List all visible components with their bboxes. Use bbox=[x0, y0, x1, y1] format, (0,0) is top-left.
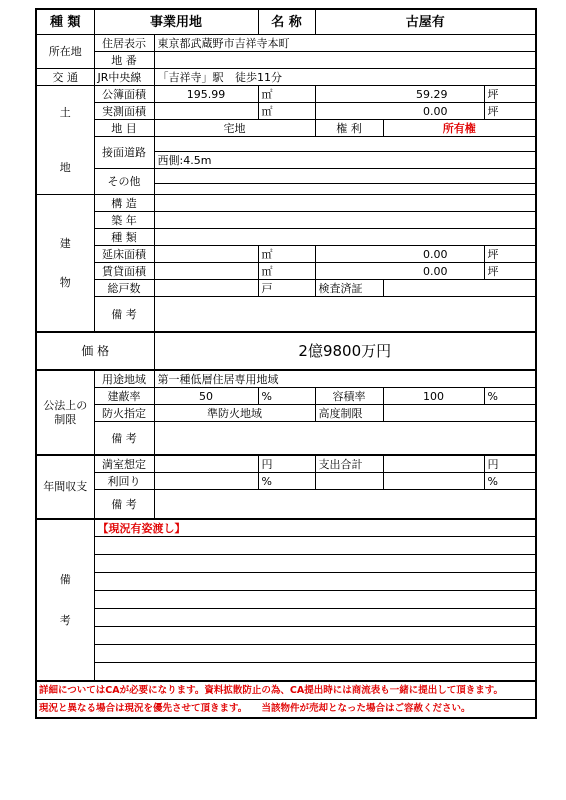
fire-label: 防火指定 bbox=[94, 405, 154, 422]
floor-area-tsubo-unit: 坪 bbox=[484, 246, 536, 263]
name-value: 古屋有 bbox=[315, 9, 536, 35]
building-row-units bbox=[36, 280, 536, 297]
regulations-section-label: 公法上の制限 bbox=[36, 370, 94, 455]
property-sheet bbox=[35, 8, 535, 784]
floor-area-sqm bbox=[154, 246, 258, 263]
transport-walk: 徒歩11分 bbox=[235, 70, 282, 84]
remarks-row-8 bbox=[36, 645, 536, 663]
land-category-value: 宅地 bbox=[154, 120, 315, 137]
floor-area-tsubo: 0.00 bbox=[315, 246, 484, 263]
structure-value bbox=[154, 195, 536, 212]
regulation-remarks-value bbox=[154, 422, 536, 456]
remarks-line bbox=[94, 573, 536, 591]
expense-label: 支出合計 bbox=[315, 455, 383, 473]
transport-station: 「吉祥寺」駅 bbox=[157, 70, 224, 84]
remarks-row-1 bbox=[36, 519, 536, 537]
income-row-full bbox=[36, 455, 536, 473]
sqm-unit: ㎡ bbox=[258, 86, 315, 103]
building-row-floor bbox=[36, 246, 536, 263]
note-line-2: 現況と異なる場合は現況を優先させて頂きます。 当該物件が売却となった場合はご容赦ください。 bbox=[36, 700, 536, 719]
other-value bbox=[154, 184, 536, 195]
measured-tsubo-unit: 坪 bbox=[484, 103, 536, 120]
inspection-value bbox=[383, 280, 536, 297]
kind-value bbox=[154, 229, 536, 246]
registered-area-label: 公簿面積 bbox=[94, 86, 154, 103]
full-occupancy-unit: 円 bbox=[258, 455, 315, 473]
other-label: その他 bbox=[94, 169, 154, 195]
remarks-line bbox=[94, 591, 536, 609]
notes-row-2 bbox=[36, 700, 536, 719]
regulation-row-remarks bbox=[36, 422, 536, 456]
remarks-line bbox=[94, 537, 536, 555]
lot-value bbox=[154, 52, 536, 69]
coverage-label: 建蔽率 bbox=[94, 388, 154, 405]
land-row-other-1 bbox=[36, 169, 536, 184]
height-label: 高度制限 bbox=[315, 405, 383, 422]
full-occupancy-value bbox=[154, 455, 258, 473]
regulation-row-coverage bbox=[36, 388, 536, 405]
remarks-row-7 bbox=[36, 627, 536, 645]
property-table bbox=[35, 8, 537, 719]
measured-area-sqm bbox=[154, 103, 258, 120]
measured-area-label: 実測面積 bbox=[94, 103, 154, 120]
remarks-row-5 bbox=[36, 591, 536, 609]
remarks-row-2 bbox=[36, 537, 536, 555]
floor-area-label: 延床面積 bbox=[94, 246, 154, 263]
yield-value bbox=[154, 473, 258, 490]
expense-value bbox=[383, 455, 484, 473]
regulation-remarks-label: 備 考 bbox=[94, 422, 154, 456]
land-section-label bbox=[36, 86, 94, 195]
far-label: 容積率 bbox=[315, 388, 383, 405]
note-line-1: 詳細についてはCAが必要になります。資料拡散防止の為、CA提出時には商流表も一緒に提出して頂きます。 bbox=[36, 681, 536, 700]
building-row-structure bbox=[36, 195, 536, 212]
rights-value: 所有権 bbox=[383, 120, 536, 137]
height-value bbox=[383, 405, 536, 422]
remarks-row-9 bbox=[36, 663, 536, 682]
remarks-line bbox=[94, 609, 536, 627]
building-label-top: 建 bbox=[59, 237, 71, 250]
structure-label: 構 造 bbox=[94, 195, 154, 212]
zoning-value: 第一種低層住居専用地域 bbox=[154, 370, 536, 388]
building-row-kind bbox=[36, 229, 536, 246]
residence-label: 住居表示 bbox=[94, 35, 154, 52]
remarks-label-bottom: 考 bbox=[59, 614, 71, 627]
building-remarks-value bbox=[154, 297, 536, 333]
price-value: 2億9800万円 bbox=[154, 332, 536, 370]
location-row-2 bbox=[36, 52, 536, 69]
name-label: 名 称 bbox=[258, 9, 315, 35]
road-blank bbox=[154, 137, 536, 152]
floor-area-unit: ㎡ bbox=[258, 246, 315, 263]
remarks-line bbox=[94, 663, 536, 682]
coverage-value: 50 bbox=[154, 388, 258, 405]
lot-label: 地 番 bbox=[94, 52, 154, 69]
location-row-1 bbox=[36, 35, 536, 52]
zoning-label: 用途地域 bbox=[94, 370, 154, 388]
header-row bbox=[36, 9, 536, 35]
remarks-row-4 bbox=[36, 573, 536, 591]
land-row-measured bbox=[36, 103, 536, 120]
residence-value: 東京都武蔵野市吉祥寺本町 bbox=[154, 35, 536, 52]
built-value bbox=[154, 212, 536, 229]
land-category-label: 地 目 bbox=[94, 120, 154, 137]
other-blank-1 bbox=[154, 169, 536, 184]
yield-unit-2: % bbox=[484, 473, 536, 490]
income-remarks-value bbox=[154, 490, 536, 520]
type-label: 種 類 bbox=[36, 9, 94, 35]
remarks-line bbox=[94, 627, 536, 645]
price-row bbox=[36, 332, 536, 370]
measured-sqm-unit: ㎡ bbox=[258, 103, 315, 120]
regulation-row-zoning bbox=[36, 370, 536, 388]
notes-row-1 bbox=[36, 681, 536, 700]
road-label: 接面道路 bbox=[94, 137, 154, 169]
rental-area-tsubo-unit: 坪 bbox=[484, 263, 536, 280]
remarks-row-6 bbox=[36, 609, 536, 627]
remarks-label-top: 備 bbox=[59, 573, 71, 586]
type-value: 事業用地 bbox=[94, 9, 258, 35]
transport-label: 交 通 bbox=[36, 69, 94, 86]
income-row-remarks bbox=[36, 490, 536, 520]
transport-row bbox=[36, 69, 536, 86]
yield-unit: % bbox=[258, 473, 315, 490]
transport-line: JR中央線 bbox=[94, 69, 154, 86]
remarks-first-line: 【現況有姿渡し】 bbox=[94, 519, 536, 537]
land-row-registered bbox=[36, 86, 536, 103]
yield-blank-1 bbox=[315, 473, 383, 490]
land-label-bottom: 地 bbox=[59, 161, 71, 174]
registered-area-sqm: 195.99 bbox=[154, 86, 258, 103]
building-row-built bbox=[36, 212, 536, 229]
building-row-remarks bbox=[36, 297, 536, 333]
full-occupancy-label: 満室想定 bbox=[94, 455, 154, 473]
price-label: 価 格 bbox=[36, 332, 154, 370]
units-label: 総戸数 bbox=[94, 280, 154, 297]
tsubo-unit: 坪 bbox=[484, 86, 536, 103]
building-section-label bbox=[36, 195, 94, 333]
road-value: 西側:4.5m bbox=[154, 152, 536, 169]
yield-blank-2 bbox=[383, 473, 484, 490]
land-label-top: 土 bbox=[59, 106, 71, 119]
measured-area-tsubo: 0.00 bbox=[315, 103, 484, 120]
expense-unit: 円 bbox=[484, 455, 536, 473]
building-row-rental bbox=[36, 263, 536, 280]
coverage-unit: % bbox=[258, 388, 315, 405]
far-unit: % bbox=[484, 388, 536, 405]
income-row-yield bbox=[36, 473, 536, 490]
land-row-road-1 bbox=[36, 137, 536, 152]
location-label: 所在地 bbox=[36, 35, 94, 69]
remarks-line bbox=[94, 555, 536, 573]
rental-area-tsubo: 0.00 bbox=[315, 263, 484, 280]
remarks-section-label bbox=[36, 519, 94, 681]
land-row-category bbox=[36, 120, 536, 137]
rights-label: 権 利 bbox=[315, 120, 383, 137]
far-value: 100 bbox=[383, 388, 484, 405]
income-section-label: 年間収支 bbox=[36, 455, 94, 519]
transport-station-walk bbox=[154, 69, 536, 86]
building-remarks-label: 備 考 bbox=[94, 297, 154, 333]
remarks-line bbox=[94, 645, 536, 663]
units-value bbox=[154, 280, 258, 297]
yield-label: 利回り bbox=[94, 473, 154, 490]
fire-value: 準防火地域 bbox=[154, 405, 315, 422]
remarks-row-3 bbox=[36, 555, 536, 573]
built-label: 築 年 bbox=[94, 212, 154, 229]
regulation-row-fire bbox=[36, 405, 536, 422]
building-label-bottom: 物 bbox=[59, 276, 71, 289]
units-unit: 戸 bbox=[258, 280, 315, 297]
registered-area-tsubo: 59.29 bbox=[315, 86, 484, 103]
kind-label: 種 類 bbox=[94, 229, 154, 246]
rental-area-sqm bbox=[154, 263, 258, 280]
rental-area-label: 賃貸面積 bbox=[94, 263, 154, 280]
rental-area-unit: ㎡ bbox=[258, 263, 315, 280]
inspection-label: 検査済証 bbox=[315, 280, 383, 297]
income-remarks-label: 備 考 bbox=[94, 490, 154, 520]
